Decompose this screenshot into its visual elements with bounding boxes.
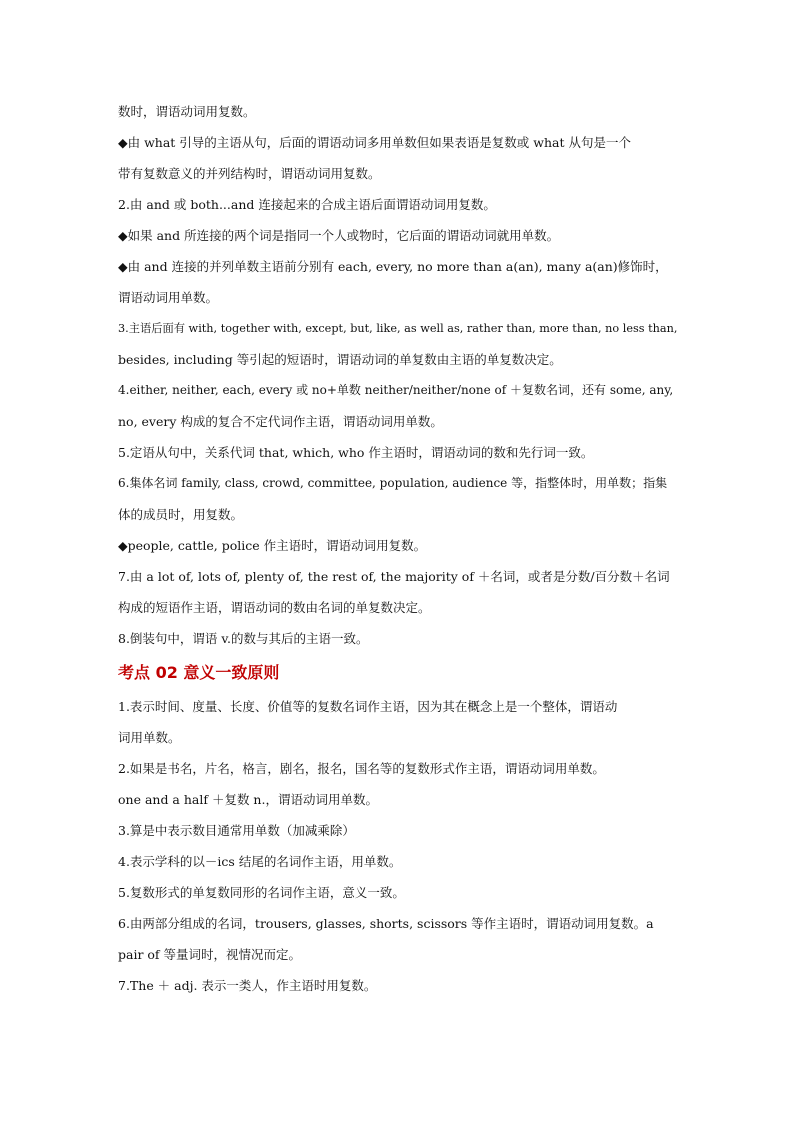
text-line: 谓语动词用单数。: [118, 290, 219, 305]
text-line: 构成的短语作主语，谓语动词的数由名词的单复数决定。: [118, 600, 431, 615]
text-line: 5.定语从句中，关系代词 that, which, who 作主语时，谓语动词的数和先行词一致。: [118, 445, 594, 460]
text-line: besides, including 等引起的短语时，谓语动词的单复数由主语的单复数决定。: [118, 352, 562, 367]
text-line: 1.表示时间、度量、长度、价值等的复数名词作主语，因为其在概念上是一个整体，谓语动: [118, 699, 618, 714]
section-2-body: [118, 691, 678, 1001]
text-line: ◆由 and 连接的并列单数主语前分别有 each, every, no more than a(an), many a(an)修饰时，: [118, 259, 668, 274]
text-line: 数时，谓语动词用复数。: [118, 104, 256, 119]
text-line: 3.算是中表示数目通常用单数（加减乘除）: [118, 823, 355, 838]
text-line: pair of 等量词时，视情况而定。: [118, 947, 302, 962]
text-line: 4.表示学科的以－ics 结尾的名词作主语，用单数。: [118, 854, 402, 869]
text-line: 体的成员时，用复数。: [118, 507, 244, 522]
text-line: 7.由 a lot of, lots of, plenty of, the rest of, the majority of ＋名词，或者是分数/百分数＋名词: [118, 569, 670, 584]
text-line: 带有复数意义的并列结构时，谓语动词用复数。: [118, 166, 381, 181]
section-1-body: [118, 96, 678, 654]
text-line: 4.either, neither, each, every 或 no+单数 neither/neither/none of ＋复数名词，还有 some, any,: [118, 383, 674, 397]
text-line: ◆people, cattle, police 作主语时，谓语动词用复数。: [118, 538, 427, 553]
text-line: no, every 构成的复合不定代词作主语，谓语动词用单数。: [118, 414, 443, 429]
page-content: [118, 96, 678, 1001]
text-line: 6.集体名词 family, class, crowd, committee, population, audience 等，指整体时，用单数；指集: [118, 476, 668, 490]
section-heading: 考点 02 意义一致原则: [118, 663, 280, 682]
text-line: one and a half ＋复数 n.，谓语动词用单数。: [118, 792, 378, 807]
text-line: 8.倒装句中，谓语 v.的数与其后的主语一致。: [118, 631, 369, 646]
text-line: 7.The ＋ adj. 表示一类人，作主语时用复数。: [118, 978, 377, 993]
text-line: 3.主语后面有 with, together with, except, but, like, as well as, rather than, more than, no less than,: [118, 322, 678, 335]
text-line: 5.复数形式的单复数同形的名词作主语，意义一致。: [118, 885, 405, 900]
text-line: ◆由 what 引导的主语从句，后面的谓语动词多用单数但如果表语是复数或 what 从句是一个: [118, 135, 631, 150]
text-line: 2.由 and 或 both...and 连接起来的合成主语后面谓语动词用复数。: [118, 197, 496, 212]
text-line: ◆如果 and 所连接的两个词是指同一个人或物时，它后面的谓语动词就用单数。: [118, 228, 560, 243]
text-line: 2.如果是书名，片名，格言，剧名，报名，国名等的复数形式作主语，谓语动词用单数。: [118, 761, 605, 776]
text-line: 6.由两部分组成的名词，trousers, glasses, shorts, scissors 等作主语时，谓语动词用复数。a: [118, 916, 654, 931]
text-line: 词用单数。: [118, 730, 181, 745]
